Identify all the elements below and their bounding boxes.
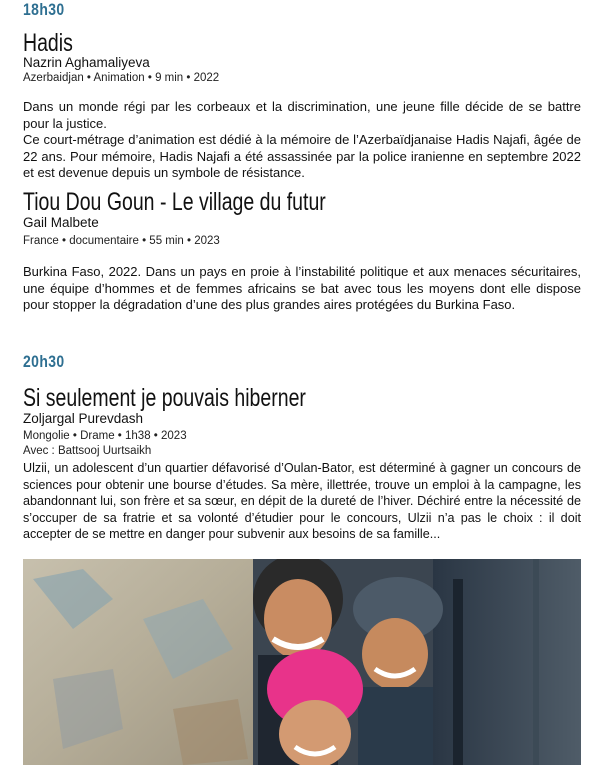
- session-time-2030: 20h30: [23, 352, 65, 371]
- synopsis-paragraph: Burkina Faso, 2022. Dans un pays en proie à l’instabilité politique et aux menaces sécuritaires, une équipe d’hommes et de femmes africains se bat avec tous les moyens dont elle dispose pour stopper la dégradation d’une des plus grandes aires protégées du Burkina Faso.: [23, 264, 581, 312]
- film-cast: Avec : Battsooj Uurtsaikh: [23, 445, 152, 457]
- film-meta: Azerbaidjan • Animation • 9 min • 2022: [23, 72, 220, 84]
- film-synopsis: [23, 460, 581, 543]
- synopsis-paragraph: Dans un monde régi par les corbeaux et la discrimination, une jeune fille décide de se battre pour la justice.: [23, 99, 581, 131]
- film-director: Nazrin Aghamaliyeva: [23, 55, 150, 70]
- film-director: Zoljargal Purevdash: [23, 411, 144, 426]
- film-director: Gail Malbete: [23, 215, 99, 230]
- film-title-si-seulement: Si seulement je pouvais hiberner: [23, 384, 306, 412]
- session-time-1830: 18h30: [23, 0, 65, 19]
- film-still-illustration: [23, 559, 581, 765]
- child-face-right: [362, 618, 428, 690]
- film-meta: France • documentaire • 55 min • 2023: [23, 235, 220, 247]
- synopsis-paragraph: Ulzii, un adolescent d’un quartier défavorisé d’Oulan-Bator, est déterminé à gagner un concours de sciences pour obtenir une bourse d’études. Sa mère, illettrée, trouve un emploi à la campagne, les abandonnant lui, son frère et sa sœur, en dépit de la dureté de l’hiver. Déchiré entre la nécessité de s’occuper de sa fratrie et sa volonté d’étudier pour le concours, Ulzii n’a pas le choix : il doit accepter de se mettre en danger pour subvenir aux besoins de sa famille...: [23, 461, 581, 541]
- film-synopsis: [23, 264, 581, 314]
- synopsis-paragraph: Ce court-métrage d’animation est dédié à la mémoire de l’Azerbaïdjanaise Hadis Najafi, âgée de 22 ans. Pour mémoire, Hadis Najafi a été assassinée par la police iranienne en septembre 2022 et est devenue depuis un symbole de résistance.: [23, 132, 581, 180]
- film-synopsis: [23, 99, 581, 182]
- film-meta: Mongolie • Drame • 1h38 • 2023: [23, 430, 187, 442]
- film-title-tiou-dou-goun: Tiou Dou Goun - Le village du futur: [23, 188, 326, 216]
- film-still-photo: [23, 559, 581, 765]
- film-title-hadis: Hadis: [23, 29, 73, 57]
